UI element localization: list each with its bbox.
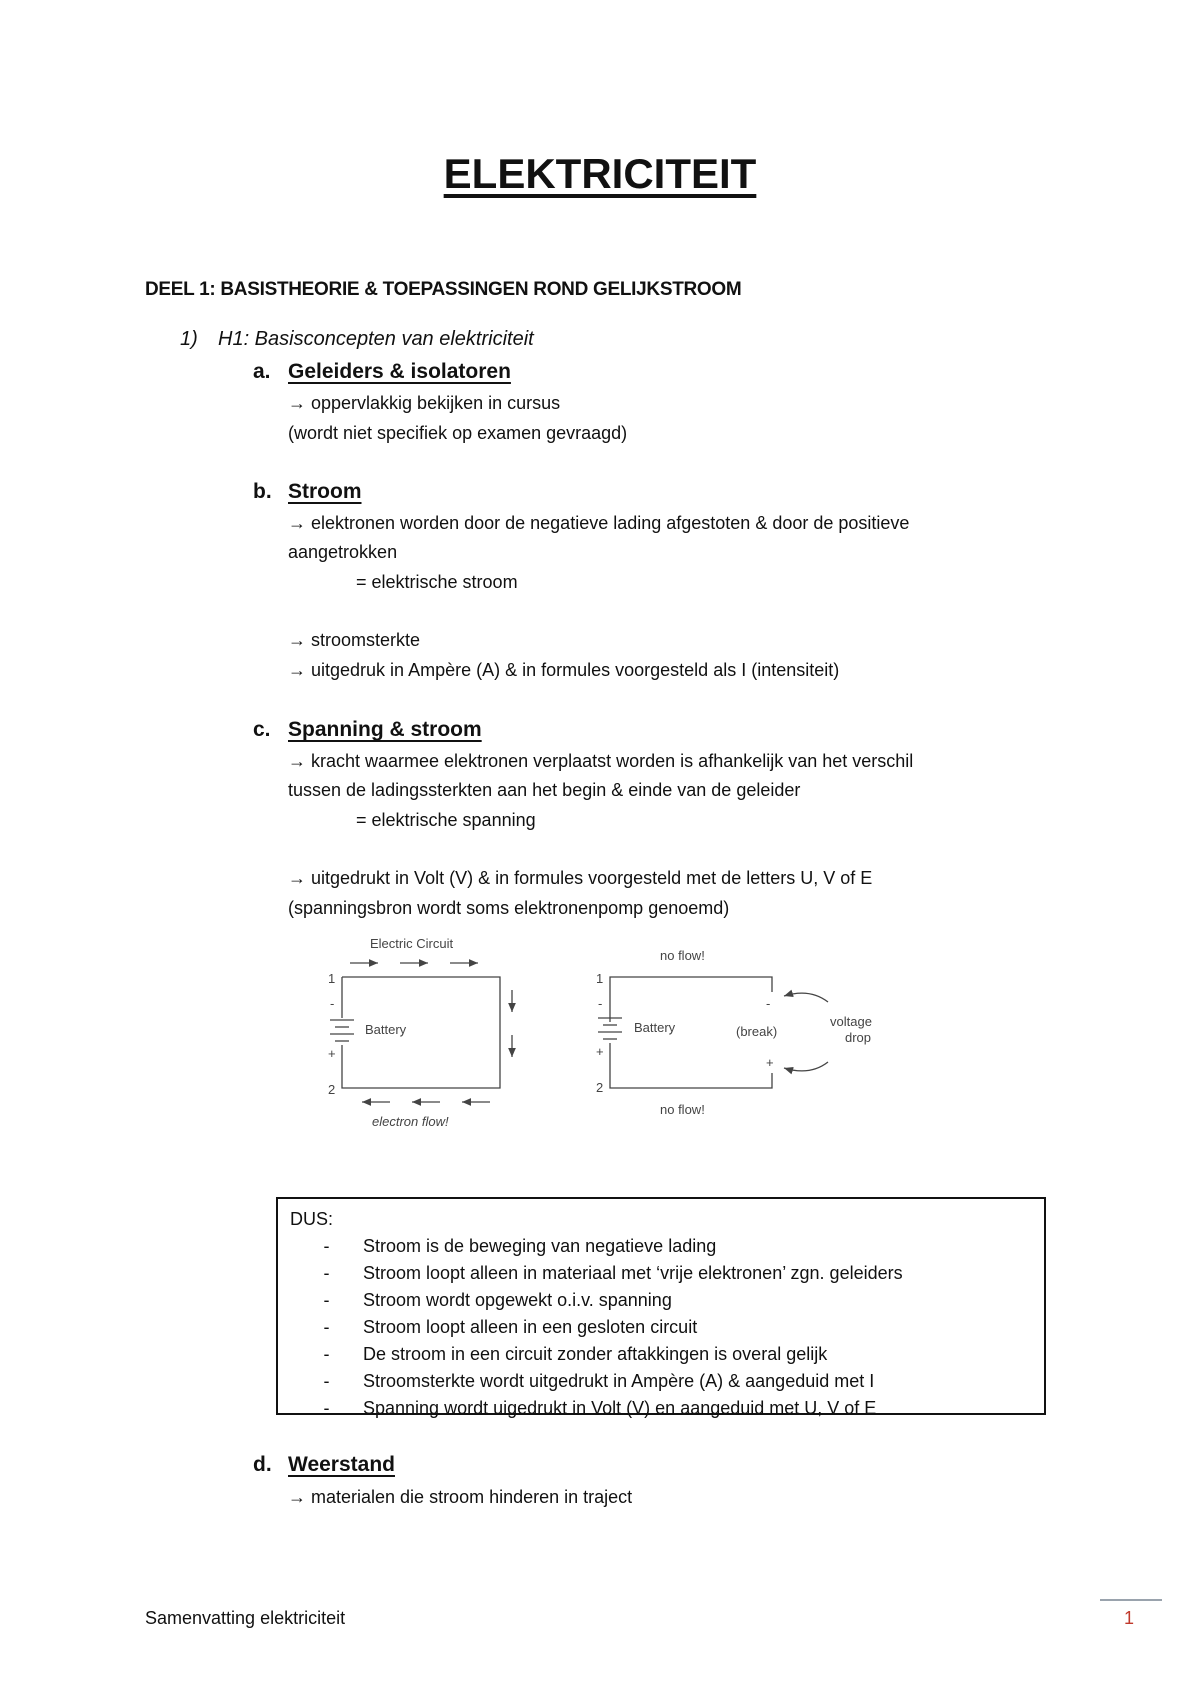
section-title: Stroom [288,480,362,503]
fig-break-plus: + [766,1055,774,1070]
section-letter: c. [253,718,271,741]
section-b-line: → stroomsterkte [288,630,421,650]
section-c-line: (spanningsbron wordt soms elektronenpomp genoemd) [288,898,730,918]
fig-right-minus: - [598,996,603,1011]
fig-left-plus: + [328,1046,336,1061]
fig-right-plus: + [596,1044,604,1059]
summary-list [290,1233,1034,1422]
summary-item: - Stroom is de beweging van negatieve lading [323,1236,717,1256]
section-b-line: → uitgedruk in Ampère (A) & in formules voorgesteld als I (intensiteit) [288,660,840,680]
fig-right-node1: 1 [596,971,604,986]
right-circuit-wire-top [610,977,772,1022]
fig-left-minus: - [330,996,335,1011]
section-c-definition: = elektrische spanning [356,810,536,830]
circuit-diagram [300,930,920,1155]
fig-right-node2: 2 [596,1080,604,1095]
fig-right-top: no flow! [660,948,705,963]
summary-item: - Stroom wordt opgewekt o.i.v. spanning [323,1290,672,1310]
part-heading: DEEL 1: BASISTHEORIE & TOEPASSINGEN ROND GELIJKSTROOM [145,279,742,300]
section-c-heading [253,718,482,742]
section-letter: d. [253,1453,272,1476]
fig-left-flow: electron flow! [372,1114,449,1129]
section-b-definition: = elektrische stroom [356,572,518,592]
page-number: 1 [1124,1608,1135,1628]
section-c-line: → kracht waarmee elektronen verplaatst worden is afhankelijk van het verschil [288,751,914,771]
summary-box [276,1197,1046,1418]
fig-break-minus: - [766,996,771,1011]
summary-item: - Stroom loopt alleen in een gesloten circuit [323,1317,698,1337]
voltage-arrow [784,993,828,1002]
fig-left-node2: 2 [328,1082,336,1097]
fig-voltage: voltage [830,1014,872,1029]
fig-right-battery: Battery [634,1020,676,1035]
section-title: Spanning & stroom [288,718,482,741]
fig-left-node1: 1 [328,971,336,986]
section-letter: b. [253,480,272,503]
summary-item: - Stroomsterkte wordt uitgedrukt in Ampère (A) & aangeduid met I [323,1371,875,1391]
fig-left-battery: Battery [365,1022,407,1037]
fig-right-bottom: no flow! [660,1102,705,1117]
summary-heading: DUS: [290,1209,334,1229]
section-title: Geleiders & isolatoren [288,360,511,383]
footer-rule [1100,1599,1162,1601]
section-d-heading [253,1453,395,1477]
fig-left-title: Electric Circuit [370,936,454,951]
circuit-figure [300,930,920,1155]
fig-drop: drop [845,1030,872,1045]
section-b-heading [253,480,362,504]
footer-title: Samenvatting elektriciteit [145,1608,346,1628]
document-title: ELEKTRICITEIT [443,150,757,197]
section-b-line: → elektronen worden door de negatieve lading afgestoten & door de positieve [288,513,910,533]
section-c-line: tussen de ladingssterkten aan het begin & einde van de geleider [288,780,801,800]
summary-item: - De stroom in een circuit zonder aftakkingen is overal gelijk [323,1344,828,1364]
right-circuit-wire-bottom [610,1043,772,1088]
section-a-line: → oppervlakkig bekijken in cursus [288,393,561,413]
chapter-heading [180,328,534,351]
chapter-number: 1) [180,328,198,350]
voltage-arrow [784,1062,828,1071]
section-title: Weerstand [288,1453,395,1476]
section-a-heading [253,360,511,384]
fig-break: (break) [736,1024,778,1039]
summary-item: - Stroom loopt alleen in materiaal met ‘vrije elektronen’ zgn. geleiders [323,1263,903,1283]
section-c-line: → uitgedrukt in Volt (V) & in formules voorgesteld met de letters U, V of E [288,868,873,888]
section-d-line: → materialen die stroom hinderen in traject [288,1487,633,1507]
section-a-line: (wordt niet specifiek op examen gevraagd) [288,423,628,443]
section-b-line: aangetrokken [288,542,398,562]
section-letter: a. [253,360,271,383]
chapter-title: H1: Basisconcepten van elektriciteit [218,328,534,350]
summary-item: - Spanning wordt uigedrukt in Volt (V) en aangeduid met U, V of E [323,1398,877,1418]
